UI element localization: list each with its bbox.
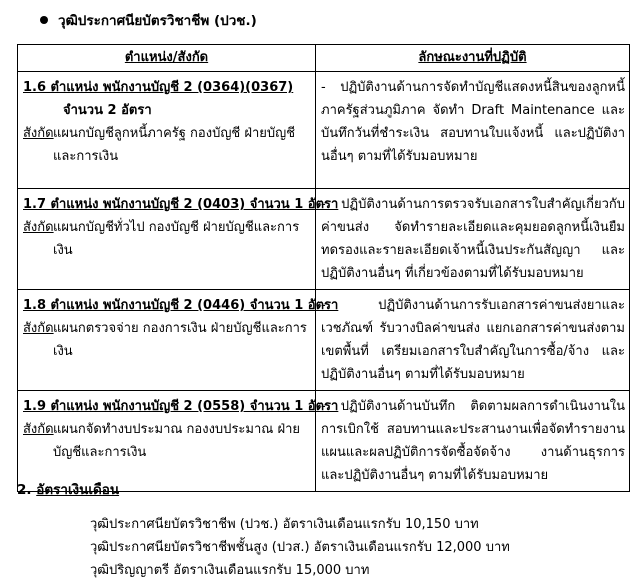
position-title: 1.6 ตำแหน่ง พนักงานบัญชี 2 (0364)(0367) xyxy=(23,80,294,95)
position-title: 1.9 ตำแหน่ง พนักงานบัญชี 2 (0558) จำนวน 1 อัตรา xyxy=(23,399,339,414)
department-label: สังกัด xyxy=(23,422,54,437)
header-duties: ลักษณะงานที่ปฏิบัติ xyxy=(316,45,630,72)
position-title: 1.7 ตำแหน่ง พนักงานบัญชี 2 (0403) จำนวน 1 อัตรา xyxy=(23,197,339,212)
position-cell xyxy=(18,290,339,391)
duty-cell: - ปฏิบัติงานด้านบันทึก ติดตามผลการดำเนินงานในการเบิกใช้ สอบทานและประสานงานเพื่อจัดทำรายงานแผนและผลปฏิบัติการจัดซื้อจัดจ้าง งานด้านธุรการ และปฏิบัติงานอื่นๆ ตามที่ได้รับมอบหมาย xyxy=(316,391,630,492)
duty-cell: - ปฏิบัติงานด้านการรับเอกสารค่าขนส่งยาและเวชภัณฑ์ รับวางบิลค่าขนส่ง แยกเอกสารค่าขนส่งตามเขตพื้นที่ เตรียมเอกสารใบสำคัญในการซื้อ/จ้าง และปฏิบัติงานอื่นๆ ตามที่ได้รับมอบหมาย xyxy=(316,290,630,391)
position-cell xyxy=(18,391,339,492)
heading-text: วุฒิประกาศนียบัตรวิชาชีพ (ปวช.) xyxy=(58,13,257,29)
department-value: แผนกตรวจจ่าย กองการเงิน ฝ่ายบัญชีและการเงิน xyxy=(53,321,307,359)
department-value: แผนกบัญชีลูกหนี้ภาครัฐ กองบัญชี ฝ่ายบัญชีและการเงิน xyxy=(53,126,296,164)
department xyxy=(23,122,311,168)
position-count: จำนวน 2 อัตรา xyxy=(63,103,152,118)
department-label: สังกัด xyxy=(23,126,54,141)
header-position: ตำแหน่ง/สังกัด xyxy=(18,45,316,72)
position-cell xyxy=(18,72,316,189)
bullet-icon xyxy=(40,16,48,24)
salary-line: วุฒิปริญญาตรี อัตราเงินเดือนแรกรับ 15,000 บาท xyxy=(90,563,370,578)
section-heading xyxy=(40,10,257,33)
department-value: แผนกจัดทำงบประมาณ กองงบประมาณ ฝ่ายบัญชีและการเงิน xyxy=(53,422,300,460)
table-row xyxy=(18,290,630,391)
table-row xyxy=(18,72,630,189)
table-header-row xyxy=(18,45,630,72)
department-value: แผนกบัญชีทั่วไป กองบัญชี ฝ่ายบัญชีและการเงิน xyxy=(53,220,300,258)
department xyxy=(23,216,311,262)
position-title: 1.8 ตำแหน่ง พนักงานบัญชี 2 (0446) จำนวน 1 อัตรา xyxy=(23,298,339,313)
position-cell xyxy=(18,189,339,290)
section-number: 2. xyxy=(17,482,32,498)
positions-table xyxy=(17,44,630,492)
department xyxy=(23,418,311,464)
department-label: สังกัด xyxy=(23,321,54,336)
duty-cell: - ปฏิบัติงานด้านการจัดทำบัญชีแสดงหนี้สินของลูกหนี้ภาครัฐส่วนภูมิภาค จัดทำ Draft Maintenance และบันทึกวันที่ชำระเงิน สอบทานใบแจ้งหนี้ และปฏิบัติงานอื่นๆ ตามที่ได้รับมอบหมาย xyxy=(316,72,630,189)
department xyxy=(23,317,311,363)
section-title: อัตราเงินเดือน xyxy=(36,482,120,498)
department-label: สังกัด xyxy=(23,220,54,235)
salary-section-heading xyxy=(17,479,119,502)
table-row xyxy=(18,391,630,492)
salary-line: วุฒิประกาศนียบัตรวิชาชีพ (ปวช.) อัตราเงินเดือนแรกรับ 10,150 บาท xyxy=(90,517,479,532)
duty-cell: - ปฏิบัติงานด้านการตรวจรับเอกสารใบสำคัญเกี่ยวกับค่าขนส่ง จัดทำรายละเอียดและคุมยอดลูกหนี้เงินยืมทดรองและรายละเอียดเจ้าหนี้เงินประกันสัญญา และปฏิบัติงานอื่นๆ ที่เกี่ยวข้องตามที่ได้รับมอบหมาย xyxy=(316,189,630,290)
table-row xyxy=(18,189,630,290)
salary-line: วุฒิประกาศนียบัตรวิชาชีพชั้นสูง (ปวส.) อัตราเงินเดือนแรกรับ 12,000 บาท xyxy=(90,540,510,555)
